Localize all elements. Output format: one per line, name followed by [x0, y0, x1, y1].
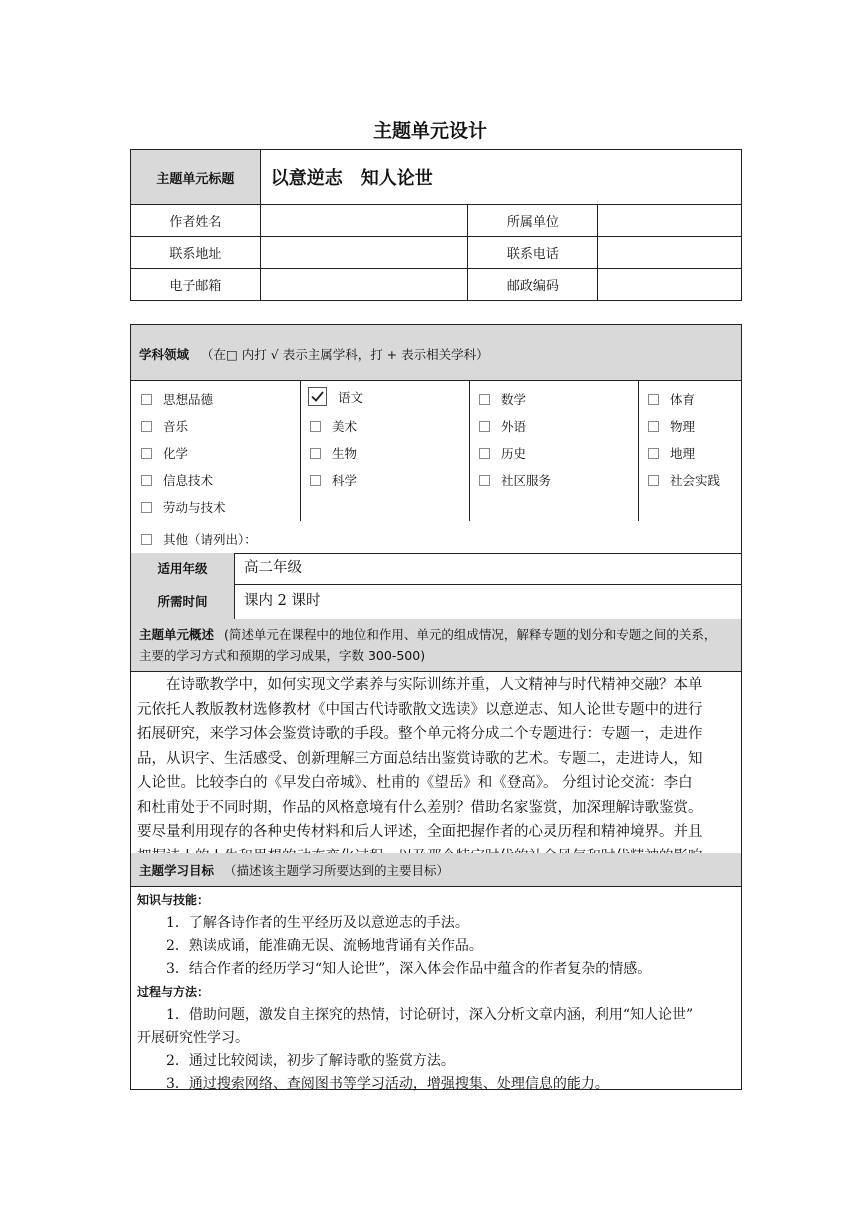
goals-hint: （描述该主题学习所要达到的主要目标）: [224, 863, 450, 878]
process-item-continued: 开展研究性学习。: [137, 1030, 249, 1046]
document-title: 主题单元设计: [372, 120, 487, 142]
unit-title-label: 主题单元标题: [131, 150, 261, 205]
checkmark-icon: [308, 387, 327, 406]
address-field[interactable]: [260, 237, 468, 269]
subject-checkbox-labor[interactable]: 劳动与技术: [141, 498, 226, 516]
phone-label: 联系电话: [468, 237, 598, 269]
overview-line: 拓展研究，来学习体会鉴赏诗歌的手段。整个单元将分成二个专题进行：专题一，走进作: [137, 726, 703, 742]
subject-checkbox-ideology[interactable]: 思想品德: [141, 390, 213, 408]
grade-label: 适用年级: [131, 553, 235, 584]
postcode-field[interactable]: [598, 269, 742, 301]
grade-row: [131, 553, 741, 584]
process-item: 1．借助问题，激发自主探究的热情，讨论研讨，深入分析文章内涵，利用“知人论世”: [166, 1007, 694, 1023]
overview-line: 和杜甫处于不同时期，作品的风格意境有什么差别？借助名家鉴赏，加深理解诗歌鉴赏。: [137, 799, 703, 816]
overview-line: 要尽量利用现存的各种史传材料和后人评述，全面把握作者的心灵历程和精神境界。并且: [137, 824, 703, 840]
process-label: 过程与方法：: [137, 985, 210, 999]
hours-row: [131, 584, 741, 619]
knowledge-item: 1．了解各诗作者的生平经历及以意逆志的手法。: [166, 915, 469, 931]
subject-checkbox-social-practice[interactable]: 社会实践: [648, 471, 720, 489]
subject-area-hint: （在□ 内打 √ 表示主属学科，打 + 表示相关学科）: [201, 347, 489, 362]
goals-header: [131, 853, 741, 886]
author-name-field[interactable]: [260, 205, 468, 237]
subject-checkbox-music[interactable]: 音乐: [141, 417, 188, 435]
knowledge-item: 2．熟读成诵，能准确无误、流畅地背诵有关作品。: [166, 938, 483, 954]
knowledge-label: 知识与技能：: [137, 893, 210, 907]
process-item: 3．通过搜索网络、查阅图书等学习活动，增强搜集、处理信息的能力。: [166, 1076, 609, 1092]
author-name-label: 作者姓名: [131, 205, 261, 237]
organization-label: 所属单位: [468, 205, 598, 237]
author-row: [131, 205, 742, 237]
postcode-label: 邮政编码: [468, 269, 598, 301]
subject-checkbox-biology[interactable]: 生物: [310, 444, 357, 462]
overview-text: [137, 673, 739, 869]
email-label: 电子邮箱: [131, 269, 261, 301]
subject-checkbox-pe[interactable]: 体育: [648, 390, 695, 408]
overview-hint-1: (简述单元在课程中的地位和作用、单元的组成情况，解释专题的划分和专题之间的关系，: [224, 627, 717, 642]
address-label: 联系地址: [131, 237, 261, 269]
hours-label: 所需时间: [131, 584, 235, 619]
overview-line: 品，从识字、生活感受、创新理解三方面总结出鉴赏诗歌的艺术。专题二，走进诗人，知: [137, 750, 703, 767]
subject-checkbox-other[interactable]: 其他（请列出）：: [141, 530, 257, 548]
knowledge-item: 3．结合作者的经历学习“知人论世”，深入体会作品中蕴含的作者复杂的情感。: [166, 961, 652, 977]
process-item: 2．通过比较阅读，初步了解诗歌的鉴赏方法。: [166, 1053, 455, 1069]
email-field[interactable]: [260, 269, 468, 301]
subject-checkbox-science[interactable]: 科学: [310, 471, 357, 489]
subject-checkbox-foreign-language[interactable]: 外语: [479, 417, 526, 435]
overview-hint-2: 主要的学习方式和预期的学习成果，字数 300-500): [139, 648, 426, 663]
subject-checkbox-it[interactable]: 信息技术: [141, 471, 213, 489]
unit-details-box: [130, 324, 742, 1090]
subject-checkbox-geography[interactable]: 地理: [648, 444, 695, 462]
subject-checkbox-physics[interactable]: 物理: [648, 417, 695, 435]
goals-label: 主题学习目标: [139, 863, 215, 878]
subject-area-label: 学科领域: [139, 347, 190, 362]
unit-title-value: 以意逆志 知人论世: [260, 150, 741, 205]
hours-value: 课内 2 课时: [244, 593, 321, 609]
overview-line: 在诗歌教学中，如何实现文学素养与实际训练并重，人文精神与时代精神交融？本单: [166, 677, 703, 693]
overview-line: 人论世。比较李白的《早发白帝城》、杜甫的《望岳》和《登高》。 分组讨论交流：李白: [137, 775, 693, 791]
organization-field[interactable]: [598, 205, 742, 237]
subject-checkbox-art[interactable]: 美术: [310, 417, 357, 435]
overview-line: 元依托人教版教材选修教材《中国古代诗歌散文选读》以意逆志、知人论世专题中的进行: [137, 701, 703, 718]
subject-checkbox-community-service[interactable]: 社区服务: [479, 471, 551, 489]
subject-checkbox-chemistry[interactable]: 化学: [141, 444, 188, 462]
email-row: [131, 269, 742, 301]
overview-header: [131, 619, 741, 671]
subject-area-header: [131, 325, 741, 380]
subject-checkbox-chinese[interactable]: 语文: [308, 387, 363, 406]
subject-checkbox-math[interactable]: 数学: [479, 390, 526, 408]
subject-checkbox-history[interactable]: 历史: [479, 444, 526, 462]
author-info-table: [130, 149, 742, 301]
phone-field[interactable]: [598, 237, 742, 269]
grade-value: 高二年级: [244, 560, 302, 576]
goals-content: [137, 889, 739, 1096]
address-row: [131, 237, 742, 269]
overview-label: 主题单元概述: [139, 627, 215, 642]
